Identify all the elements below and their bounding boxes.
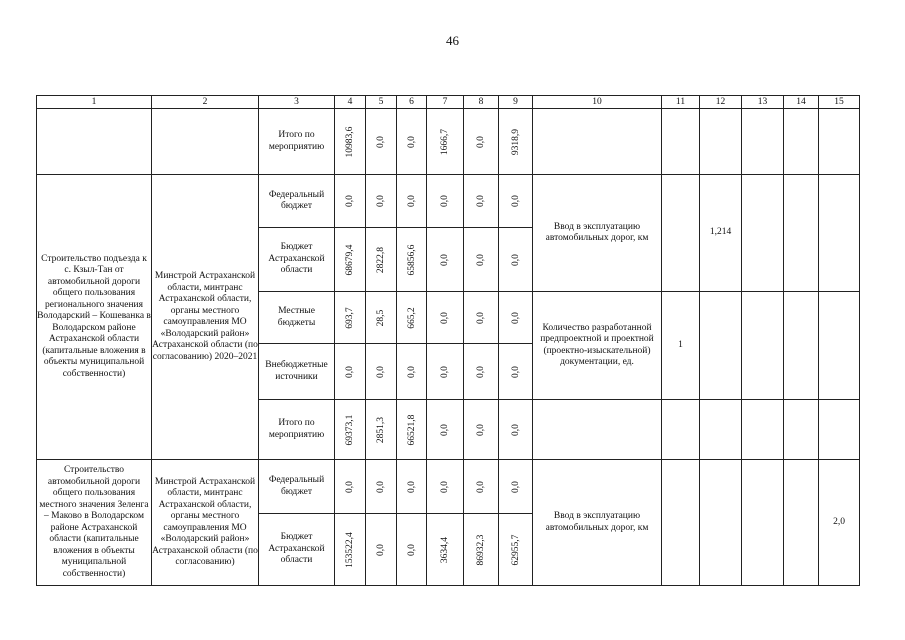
value-cell: 0,0: [427, 344, 464, 400]
empty-cell: [662, 175, 700, 292]
value-cell: 0,0: [366, 460, 397, 514]
empty-cell: [700, 109, 742, 175]
value-cell: 0,0: [397, 514, 427, 586]
value-cell: 2822,8: [366, 228, 397, 292]
column-number: 1: [37, 96, 152, 109]
value-cell: 3634,4: [427, 514, 464, 586]
value-cell: 0,0: [366, 175, 397, 228]
empty-cell: [819, 292, 860, 400]
value-cell: 153522,4: [335, 514, 366, 586]
column-number: 12: [700, 96, 742, 109]
value-cell: 0,0: [464, 344, 499, 400]
page-number: 46: [446, 33, 459, 48]
value-cell: 0,0: [464, 109, 499, 175]
empty-cell: [784, 175, 819, 292]
empty-cell: [784, 109, 819, 175]
value-cell: 0,0: [366, 344, 397, 400]
value-cell: 0,0: [499, 344, 533, 400]
value-cell: 2851,3: [366, 400, 397, 460]
empty-cell: [742, 460, 784, 586]
empty-cell: [742, 400, 784, 460]
measure-executor: Минстрой Астраханской области, минтранс Астраханской области, органы местного самоуправления МО «Володарский район» Астраханской области (по согласованию) 2020–2021: [152, 175, 259, 460]
empty-cell: [784, 292, 819, 400]
empty-cell: [784, 460, 819, 586]
empty-cell: [742, 292, 784, 400]
indicator-value: 1,214: [700, 175, 742, 292]
value-cell: 10983,6: [335, 109, 366, 175]
measure-name: Строительство подъезда к с. Кзыл-Тан от автомобильной дороги общего пользования регионального значения Володарский – Кошеванка в Володарском районе Астраханской области (капитальные вложения в объекты муниципальной собственности): [37, 175, 152, 460]
value-cell: 0,0: [464, 228, 499, 292]
value-cell: 0,0: [427, 228, 464, 292]
empty-cell: [700, 400, 742, 460]
empty-cell: [819, 175, 860, 292]
value-cell: 9318,9: [499, 109, 533, 175]
funding-source: Бюджет Астраханской области: [259, 514, 335, 586]
value-cell: 66521,8: [397, 400, 427, 460]
value-cell: 0,0: [464, 175, 499, 228]
column-number: 14: [784, 96, 819, 109]
empty-cell: [662, 400, 700, 460]
column-number: 2: [152, 96, 259, 109]
table-row: [37, 175, 860, 228]
measure-name: Строительство автомобильной дороги общего пользования местного значения Зеленга – Маково в Володарском районе Астраханской области (капитальные вложения в объекты муниципальной собственности): [37, 460, 152, 586]
value-cell: 28,5: [366, 292, 397, 344]
funding-source: Итого по мероприятию: [259, 109, 335, 175]
value-cell: 69373,1: [335, 400, 366, 460]
column-number: 8: [464, 96, 499, 109]
value-cell: 0,0: [427, 175, 464, 228]
value-cell: 0,0: [397, 344, 427, 400]
empty-cell: [533, 400, 662, 460]
value-cell: 0,0: [397, 460, 427, 514]
empty-cell: [784, 400, 819, 460]
value-cell: 0,0: [499, 460, 533, 514]
funding-source: Федеральный бюджет: [259, 460, 335, 514]
column-header-row: [37, 96, 860, 109]
value-cell: 0,0: [427, 292, 464, 344]
value-cell: 68679,4: [335, 228, 366, 292]
value-cell: 0,0: [464, 460, 499, 514]
executor-cell: [152, 109, 259, 175]
indicator-text: Ввод в эксплуатацию автомобильных дорог, км: [533, 175, 662, 292]
value-cell: 665,2: [397, 292, 427, 344]
value-cell: 62955,7: [499, 514, 533, 586]
empty-cell: [819, 400, 860, 460]
funding-source: Внебюджетные источники: [259, 344, 335, 400]
value-cell: 0,0: [366, 514, 397, 586]
funding-source: Бюджет Астраханской области: [259, 228, 335, 292]
program-table: [36, 95, 860, 586]
empty-cell: [742, 109, 784, 175]
column-number: 6: [397, 96, 427, 109]
table-row: [37, 109, 860, 175]
value-cell: 0,0: [335, 175, 366, 228]
column-number: 7: [427, 96, 464, 109]
empty-cell: [662, 109, 700, 175]
empty-cell: [742, 175, 784, 292]
value-cell: 0,0: [499, 292, 533, 344]
empty-cell: [662, 460, 700, 586]
column-number: 3: [259, 96, 335, 109]
value-cell: 0,0: [499, 175, 533, 228]
value-cell: 0,0: [335, 344, 366, 400]
funding-source: Итого по мероприятию: [259, 400, 335, 460]
value-cell: 0,0: [397, 175, 427, 228]
value-cell: 0,0: [335, 460, 366, 514]
empty-cell: [819, 109, 860, 175]
indicator-text: Ввод в эксплуатацию автомобильных дорог, км: [533, 460, 662, 586]
indicator-value: 1: [662, 292, 700, 400]
value-cell: 0,0: [397, 109, 427, 175]
value-cell: 0,0: [366, 109, 397, 175]
table-row: [37, 460, 860, 514]
funding-source: Местные бюджеты: [259, 292, 335, 344]
funding-source: Федеральный бюджет: [259, 175, 335, 228]
value-cell: 0,0: [499, 400, 533, 460]
column-number: 15: [819, 96, 860, 109]
value-cell: 0,0: [464, 292, 499, 344]
measure-executor: Минстрой Астраханской области, минтранс Астраханской области, органы местного самоуправления МО «Володарский район» Астраханской области (по согласованию): [152, 460, 259, 586]
value-cell: 65856,6: [397, 228, 427, 292]
column-number: 5: [366, 96, 397, 109]
column-number: 9: [499, 96, 533, 109]
indicator-value: 2,0: [819, 460, 860, 586]
empty-cell: [700, 292, 742, 400]
empty-cell: [700, 460, 742, 586]
value-cell: 86932,3: [464, 514, 499, 586]
indicator-cell: [533, 109, 662, 175]
column-number: 11: [662, 96, 700, 109]
value-cell: 0,0: [427, 400, 464, 460]
measure-name-cell: [37, 109, 152, 175]
column-number: 13: [742, 96, 784, 109]
value-cell: 693,7: [335, 292, 366, 344]
value-cell: 1666,7: [427, 109, 464, 175]
column-number: 10: [533, 96, 662, 109]
value-cell: 0,0: [427, 460, 464, 514]
value-cell: 0,0: [464, 400, 499, 460]
value-cell: 0,0: [499, 228, 533, 292]
indicator-text: Количество разработанной предпроектной и проектной (проектно-изыскательной) документации, ед.: [533, 292, 662, 400]
column-number: 4: [335, 96, 366, 109]
